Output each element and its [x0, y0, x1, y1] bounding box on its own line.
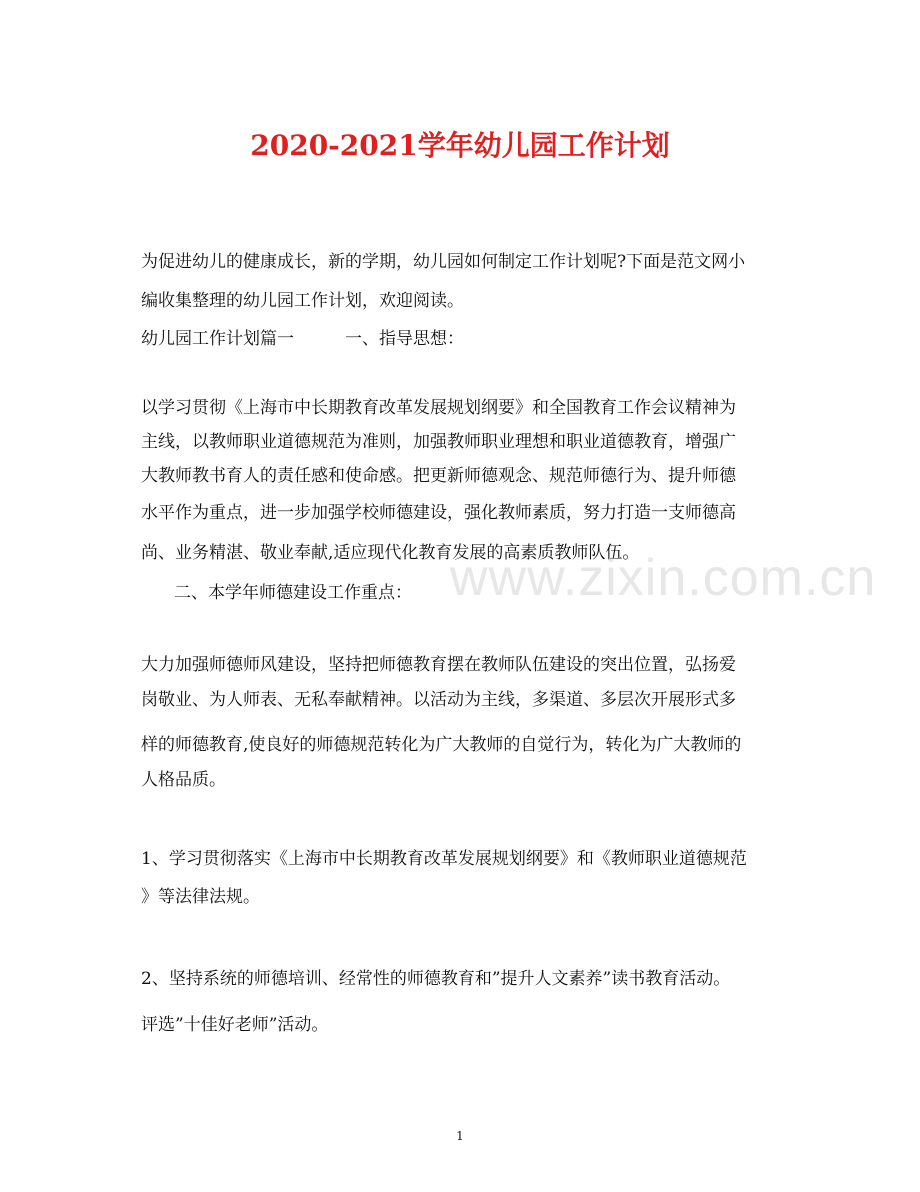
- para2-line-2: 岗敬业、为人师表、无私奉献精神。以活动为主线，多渠道、多层次开展形式多: [141, 690, 736, 710]
- document-title: 2020-2021学年幼儿园工作计划: [250, 129, 670, 162]
- intro-line-1: 为促进幼儿的健康成长，新的学期，幼儿园如何制定工作计划呢?下面是范文网小: [141, 252, 746, 272]
- item2-line-2: 评选”十佳好老师”活动。: [141, 1015, 329, 1035]
- item2-line-1: 2、坚持系统的师德培训、经常性的师德教育和”提升人文素养”读书教育活动。: [141, 969, 731, 989]
- para2-line-1: 大力加强师德师风建设，坚持把师德教育摆在教师队伍建设的突出位置，弘扬爱: [141, 655, 736, 675]
- para1-line-1: 以学习贯彻《上海市中长期教育改革发展规划纲要》和全国教育工作会议精神为: [141, 398, 736, 418]
- para2-line-3: 样的师德教育,使良好的师德规范转化为广大教师的自觉行为，转化为广大教师的: [141, 735, 742, 755]
- item1-line-2: 》等法律法规。: [141, 887, 260, 907]
- heading-2: 二、本学年师德建设工作重点：: [174, 583, 412, 603]
- para1-line-3: 大教师教书育人的责任感和使命感。把更新师德观念、规范师德行为、提升师德: [141, 466, 736, 486]
- para1-line-2: 主线，以教师职业道德规范为准则，加强教师职业理想和职业道德教育，增强广: [141, 432, 736, 452]
- item1-line-1: 1、学习贯彻落实《上海市中长期教育改革发展规划纲要》和《教师职业道德规范: [141, 849, 747, 869]
- intro-line-2: 编收集整理的幼儿园工作计划，欢迎阅读。: [141, 291, 464, 311]
- para1-line-4: 水平作为重点，进一步加强学校师德建设，强化教师素质，努力打造一支师德高: [141, 503, 736, 523]
- section-heading: 幼儿园工作计划篇一 一、指导思想：: [141, 329, 464, 349]
- para1-line-5: 尚、业务精湛、敬业奉献,适应现代化教育发展的高素质教师队伍。: [141, 543, 640, 563]
- page-number: 1: [456, 1129, 464, 1143]
- para2-line-4: 人格品质。: [141, 770, 226, 790]
- watermark: www.zixin.com.cn: [450, 549, 877, 607]
